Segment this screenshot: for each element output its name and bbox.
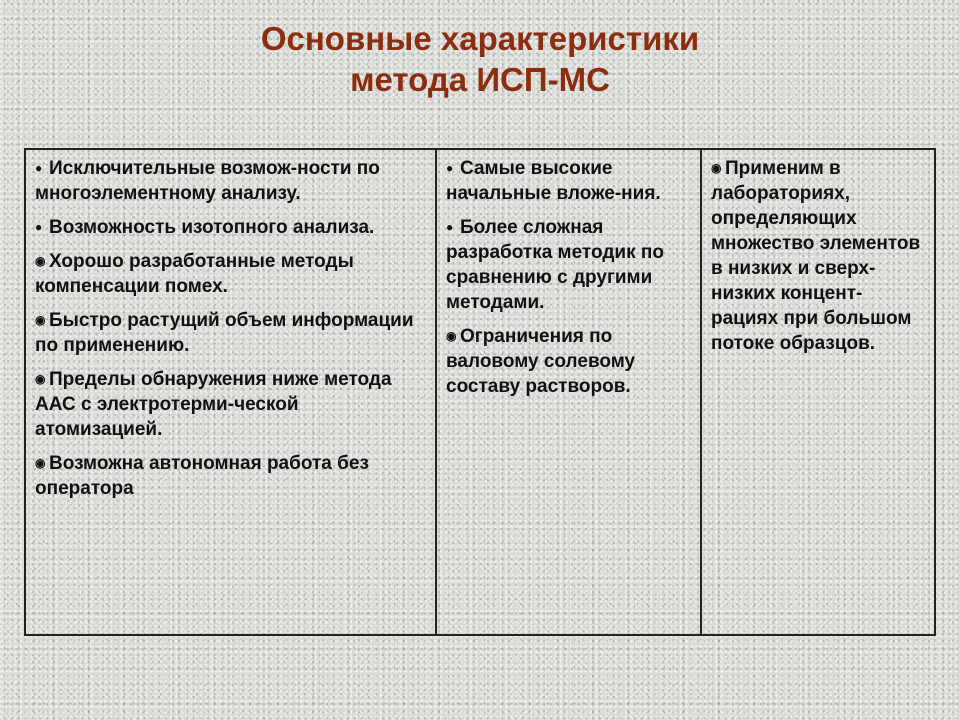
- list-item-text: Более сложная разработка методик по сравнению с другими методами.: [446, 217, 664, 313]
- list-item-text: Возможна автономная работа без оператора: [35, 453, 369, 499]
- slide-title: [0, 18, 960, 100]
- list-item-text: Возможность изотопного анализа.: [49, 217, 375, 238]
- table-column-advantages: [26, 150, 437, 634]
- bullet-icon: ◉: [446, 329, 457, 343]
- table-column-disadvantages: [437, 150, 702, 634]
- bullet-icon: ●: [446, 220, 454, 234]
- list-item: [711, 156, 926, 356]
- list-item-text: Быстро растущий объем информации по применению.: [35, 310, 414, 356]
- list-item-text: Хорошо разработанные методы компенсации помех.: [35, 251, 354, 297]
- list-item: [35, 156, 427, 206]
- list-item: [35, 367, 427, 442]
- list-item: [35, 215, 427, 240]
- table-column-application: [702, 150, 934, 634]
- bullet-icon: ◉: [35, 456, 46, 470]
- bullet-icon: ●: [35, 161, 43, 175]
- slide-title-line-1: Основные характеристики: [260, 20, 700, 57]
- slide-title-line-2: метода ИСП-МС: [350, 61, 610, 98]
- list-item: [446, 215, 692, 315]
- list-item: [35, 308, 427, 358]
- list-item: [35, 249, 427, 299]
- bullet-icon: ●: [35, 220, 43, 234]
- list-item: [446, 156, 692, 206]
- list-item-text: Пределы обнаружения ниже метода ААС с электротерми-ческой атомизацией.: [35, 369, 392, 440]
- list-item: [446, 324, 692, 399]
- comparison-table: [24, 148, 936, 636]
- bullet-icon: ●: [446, 161, 454, 175]
- list-item: [35, 451, 427, 501]
- bullet-icon: ◉: [35, 254, 46, 268]
- list-item-text: Ограничения по валовому солевому составу растворов.: [446, 326, 636, 397]
- bullet-icon: ◉: [35, 313, 46, 327]
- list-item-text: Самые высокие начальные вложе-ния.: [446, 158, 661, 204]
- list-item-text: Применим в лабораториях, определяющих множество элементов в низких и сверх-низких концент-рациях при большом потоке образцов.: [711, 158, 921, 354]
- bullet-icon: ◉: [35, 372, 46, 386]
- list-item-text: Исключительные возмож-ности по многоэлементному анализу.: [35, 158, 380, 204]
- bullet-icon: ◉: [711, 161, 722, 175]
